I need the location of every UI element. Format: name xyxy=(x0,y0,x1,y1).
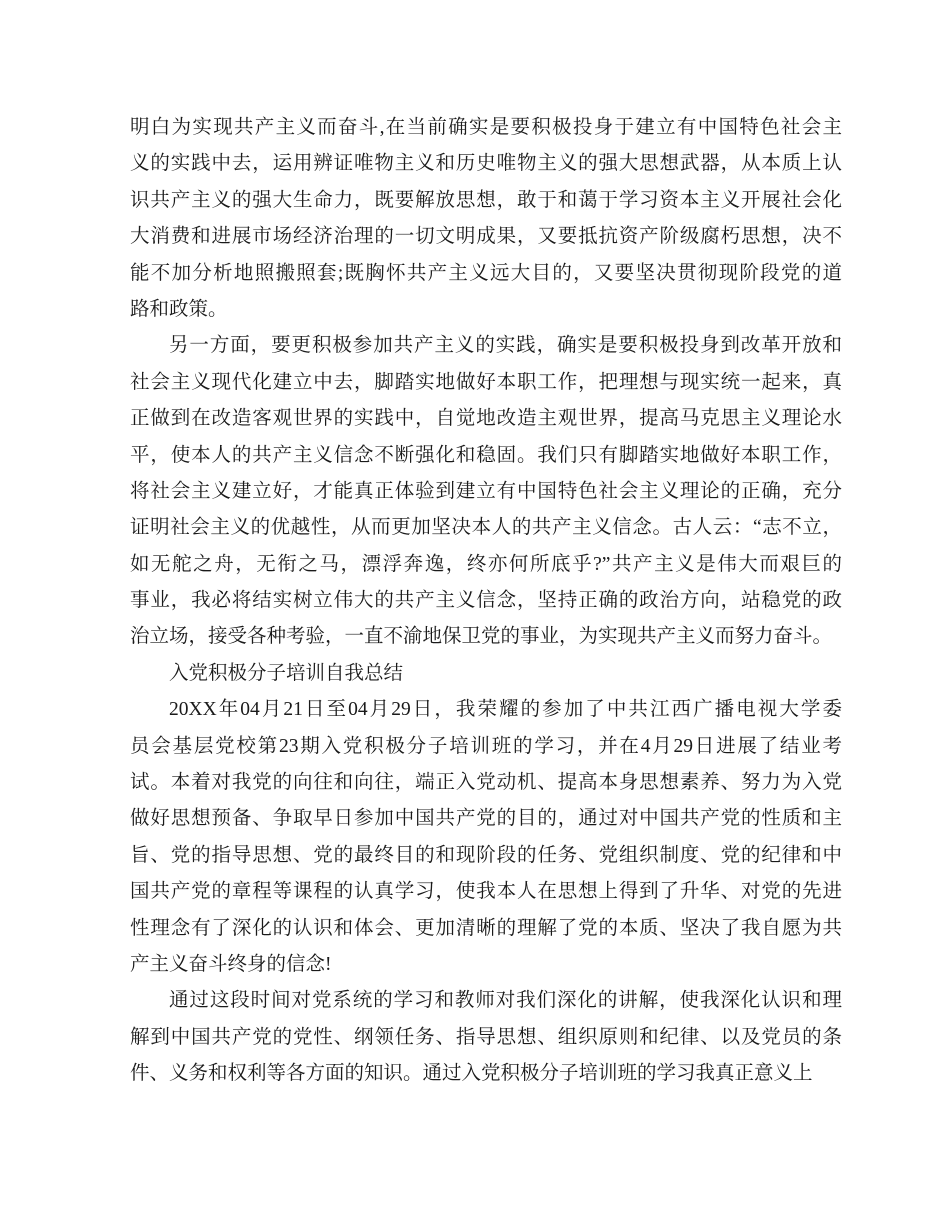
text-line: 证明社会主义的优越性，从而更加坚决本人的共产主义信念。古人云：“志不立， xyxy=(130,517,842,539)
text-line: 件、义务和权利等各方面的知识。通过入党积极分子培训班的学习我真正意义上 xyxy=(130,1063,813,1085)
text-line: 员会基层党校第23期入党积极分子培训班的学习，并在4月29日进展了结业考 xyxy=(130,735,842,757)
text-line: 如无舵之舟，无衔之马，漂浮奔逸，终亦何所底乎?”共产主义是伟大而艰巨的 xyxy=(130,553,842,575)
section-heading xyxy=(130,656,842,692)
text-line: 20XX年04月21日至04月29日，我荣耀的参加了中共江西广播电视大学委 xyxy=(169,699,842,721)
text-line: 能不加分析地照搬照套;既胸怀共产主义远大目的，又要坚决贯彻现阶段党的道 xyxy=(130,262,842,284)
text-line: 性理念有了深化的认识和体会、更加清晰的理解了党的本质、坚决了我自愿为共 xyxy=(130,917,842,939)
text-line: 将社会主义建立好，才能真正体验到建立有中国特色社会主义理论的正确，充分 xyxy=(130,480,842,502)
text-line: 国共产党的章程等课程的认真学习，使我本人在思想上得到了升华、对党的先进 xyxy=(130,881,842,903)
text-line: 明白为实现共产主义而奋斗,在当前确实是要积极投身于建立有中国特色社会主 xyxy=(130,117,842,138)
paragraph xyxy=(130,983,842,1092)
text-line: 事业，我必将结实树立伟大的共产主义信念，坚持正确的政治方向，站稳党的政 xyxy=(130,590,842,612)
text-line: 入党积极分子培训自我总结 xyxy=(169,662,404,684)
text-line: 路和政策。 xyxy=(130,298,228,320)
text-line: 社会主义现代化建立中去，脚踏实地做好本职工作，把理想与现实统一起来，真 xyxy=(130,371,842,393)
text-line: 另一方面，要更积极参加共产主义的实践，确实是要积极投身到改革开放和 xyxy=(169,335,842,357)
document-page xyxy=(130,110,842,1093)
text-line: 做好思想预备、争取早日参加中国共产党的目的，通过对中国共产党的性质和主 xyxy=(130,808,842,830)
text-line: 试。本着对我党的向往和向往，端正入党动机、提高本身思想素养、努力为入党 xyxy=(130,772,842,794)
text-line: 大消费和进展市场经济治理的一切文明成果，又要抵抗资产阶级腐朽思想，决不 xyxy=(130,226,842,248)
paragraph xyxy=(130,328,842,656)
text-line: 产主义奋斗终身的信念! xyxy=(130,953,332,975)
text-line: 平，使本人的共产主义信念不断强化和稳固。我们只有脚踏实地做好本职工作， xyxy=(130,444,842,466)
text-line: 识共产主义的强大生命力，既要解放思想，敢于和蔼于学习资本主义开展社会化 xyxy=(130,189,842,211)
paragraph xyxy=(130,110,842,328)
text-line: 义的实践中去，运用辨证唯物主义和历史唯物主义的强大思想武器，从本质上认 xyxy=(130,153,842,175)
text-line: 解到中国共产党的党性、纲领任务、指导思想、组织原则和纪律、以及党员的条 xyxy=(130,1026,842,1048)
text-line: 通过这段时间对党系统的学习和教师对我们深化的讲解，使我深化认识和理 xyxy=(169,990,842,1012)
paragraph xyxy=(130,692,842,983)
text-line: 旨、党的指导思想、党的最终目的和现阶段的任务、党组织制度、党的纪律和中 xyxy=(130,844,842,866)
text-line: 治立场，接受各种考验，一直不渝地保卫党的事业，为实现共产主义而努力奋斗。 xyxy=(130,626,833,648)
text-line: 正做到在改造客观世界的实践中，自觉地改造主观世界，提高马克思主义理论水 xyxy=(130,408,842,430)
